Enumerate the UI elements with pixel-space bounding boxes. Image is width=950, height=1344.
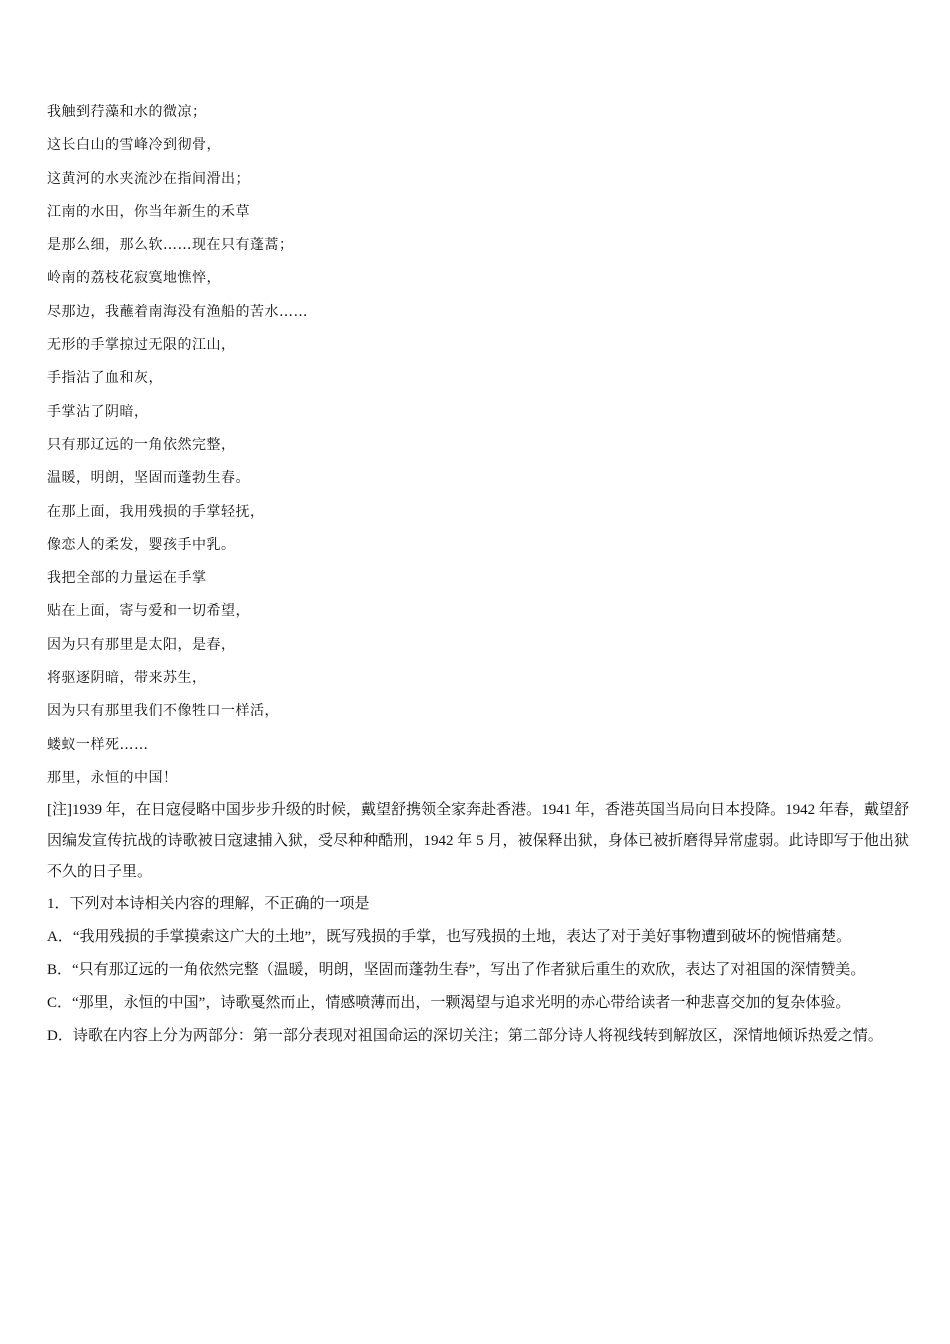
poem-text xyxy=(47,96,907,795)
poem-line: 贴在上面，寄与爱和一切希望， xyxy=(47,603,250,620)
poem-line: 尽那边，我蘸着南海没有渔船的苦水…… xyxy=(47,303,308,320)
option-a[interactable]: A．“我用残损的手掌摸索这广大的土地”，既写残损的手掌，也写残损的土地，表达了对于美好事物遭到破坏的惋惜痛楚。 xyxy=(47,929,852,945)
poem-line: 无形的手掌掠过无限的江山， xyxy=(47,337,236,354)
poem-line: 我把全部的力量运在手掌 xyxy=(47,570,207,587)
option-d[interactable]: D．诗歌在内容上分为两部分：第一部分表现对祖国命运的深切关注；第二部分诗人将视线转到解放区，深情地倾诉热爱之情。 xyxy=(47,1028,883,1044)
poem-line: 温暖，明朗，坚固而蓬勃生春。 xyxy=(47,470,250,487)
poem-line: 这长白山的雪峰冷到彻骨， xyxy=(47,137,221,154)
poem-line: 我触到荇藻和水的微凉； xyxy=(47,104,207,120)
poem-line: 这黄河的水夹流沙在指间滑出； xyxy=(47,170,250,187)
option-c[interactable]: C．“那里，永恒的中国”，诗歌戛然而止，情感喷薄而出，一颗渴望与追求光明的赤心带给读者一种悲喜交加的复杂体验。 xyxy=(47,995,851,1011)
poem-line: 因为只有那里我们不像牲口一样活， xyxy=(47,703,279,720)
poem-line: 在那上面，我用残损的手掌轻抚， xyxy=(47,503,265,520)
poem-line: 因为只有那里是太阳，是春， xyxy=(47,636,236,653)
poem-line: 蝼蚁一样死…… xyxy=(47,736,149,753)
option-b[interactable]: B．“只有那辽远的一角依然完整（温暖，明朗，坚固而蓬勃生春”，写出了作者狱后重生的欢欣，表达了对祖国的深情赞美。 xyxy=(47,962,866,978)
poem-line: 只有那辽远的一角依然完整， xyxy=(47,436,236,453)
poem-line: 手指沾了血和灰， xyxy=(47,370,163,387)
annotation-note: [注]1939 年，在日寇侵略中国步步升级的时候，戴望舒携领全家奔赴香港。1941 年，香港英国当局向日本投降。1942 年春，戴望舒因编发宣传抗战的诗歌被日寇逮捕入狱，受尽种种酷刑，1942 年 5 月，被保释出狱，身体已被折磨得异常虚弱。此诗即写于他出狱不久的日子里。 xyxy=(47,802,909,880)
question-stem: 1．下列对本诗相关内容的理解，不正确的一项是 xyxy=(47,896,370,912)
prose-section xyxy=(47,795,909,1052)
poem-line: 手掌沾了阴暗， xyxy=(47,403,149,420)
poem-line: 江南的水田，你当年新生的禾草 xyxy=(47,203,250,220)
poem-line: 将驱逐阴暗，带来苏生， xyxy=(47,670,207,687)
poem-line: 像恋人的柔发，婴孩手中乳。 xyxy=(47,536,236,553)
poem-line: 岭南的荔枝花寂寞地憔悴， xyxy=(47,270,221,287)
poem-line: 是那么细，那么软……现在只有蓬蒿； xyxy=(47,237,294,254)
poem-line: 那里，永恒的中国！ xyxy=(47,769,178,786)
